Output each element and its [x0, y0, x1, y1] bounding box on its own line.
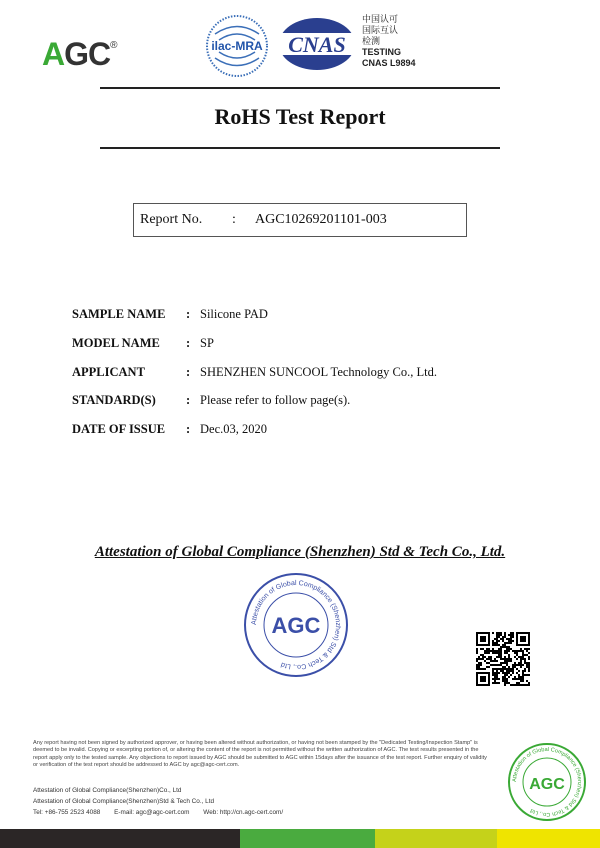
- web-link[interactable]: Web: http://cn.agc-cert.com/: [203, 809, 284, 816]
- qr-code: [476, 632, 530, 686]
- svg-text:Attestation of Global Complian: Attestation of Global Compliance (Shenzhen) Std & Tech Co., Ltd: [511, 746, 583, 818]
- footer-bar-yellow: [497, 829, 600, 848]
- attestation-company: Attestation of Global Compliance (Shenzhen) Std & Tech Co., Ltd.: [94, 544, 506, 560]
- report-number-box: Report No. : AGC10269201101-003: [133, 203, 467, 237]
- footer-bar-lime: [375, 829, 497, 848]
- page-title: RoHS Test Report: [214, 104, 386, 129]
- svg-text:Attestation of Global Complian: Attestation of Global Compliance (Shenzhen) Std & Tech Co., Ltd: [250, 579, 342, 671]
- field-sample-name: SAMPLE NAME : Silicone PAD: [72, 307, 268, 321]
- svg-text:AGC: AGC: [271, 613, 321, 638]
- svg-text:CNAS: CNAS: [288, 32, 346, 57]
- footer-bar-green: [240, 829, 375, 848]
- svg-text:AGC: AGC: [529, 776, 565, 793]
- green-test-stamp: [507, 742, 587, 822]
- svg-text:ilac-MRA: ilac-MRA: [211, 39, 263, 53]
- contact-line: Tel: +86-755 2523 4088 E-mail: agc@agc-cert.com Web: http://cn.agc-cert.com/: [33, 809, 284, 816]
- field-standards: STANDARD(S) : Please refer to follow page(s).: [72, 393, 351, 407]
- ilac-mra-logo: [205, 14, 270, 79]
- cnas-logo: [276, 16, 358, 72]
- field-model-name: MODEL NAME : SP: [72, 336, 214, 350]
- divider: [100, 147, 500, 149]
- field-applicant: APPLICANT : SHENZHEN SUNCOOL Technology Co., Ltd.: [72, 365, 437, 379]
- disclaimer-text: Any report having not been signed by authorized approver, or having been altered without authorization, or having not been stamped by the "Dedicated Testing/Inspection Stamp" is deemed to be invalid. Copying or excerpting portion of, or altering the content of the report is not permitted without the written authorization of AGC. The test results presented in the report apply only to the tested sample. Any objections to report issued by AGC should be submitted to AGC within 15days after the issuance of the test report. Further enquiry of validity or verification of the test report should be addressed to AGC by agc@agc-cert.com.: [33, 740, 487, 769]
- footer-bar-dark: [0, 829, 240, 848]
- divider: [100, 87, 500, 89]
- cnas-accreditation-text: 中国认可 国际互认 检测 TESTING CNAS L9894: [362, 14, 416, 68]
- email-link[interactable]: E-mail: agc@agc-cert.com: [114, 809, 190, 816]
- company-line-1: Attestation of Global Compliance(Shenzhen)Co., Ltd: [33, 787, 182, 794]
- blue-company-stamp: [243, 572, 349, 678]
- agc-logo: AGC®: [42, 36, 117, 72]
- company-line-2: Attestation of Global Compliance(Shenzhen)Std & Tech Co., Ltd: [33, 798, 215, 805]
- field-date-of-issue: DATE OF ISSUE : Dec.03, 2020: [72, 422, 267, 436]
